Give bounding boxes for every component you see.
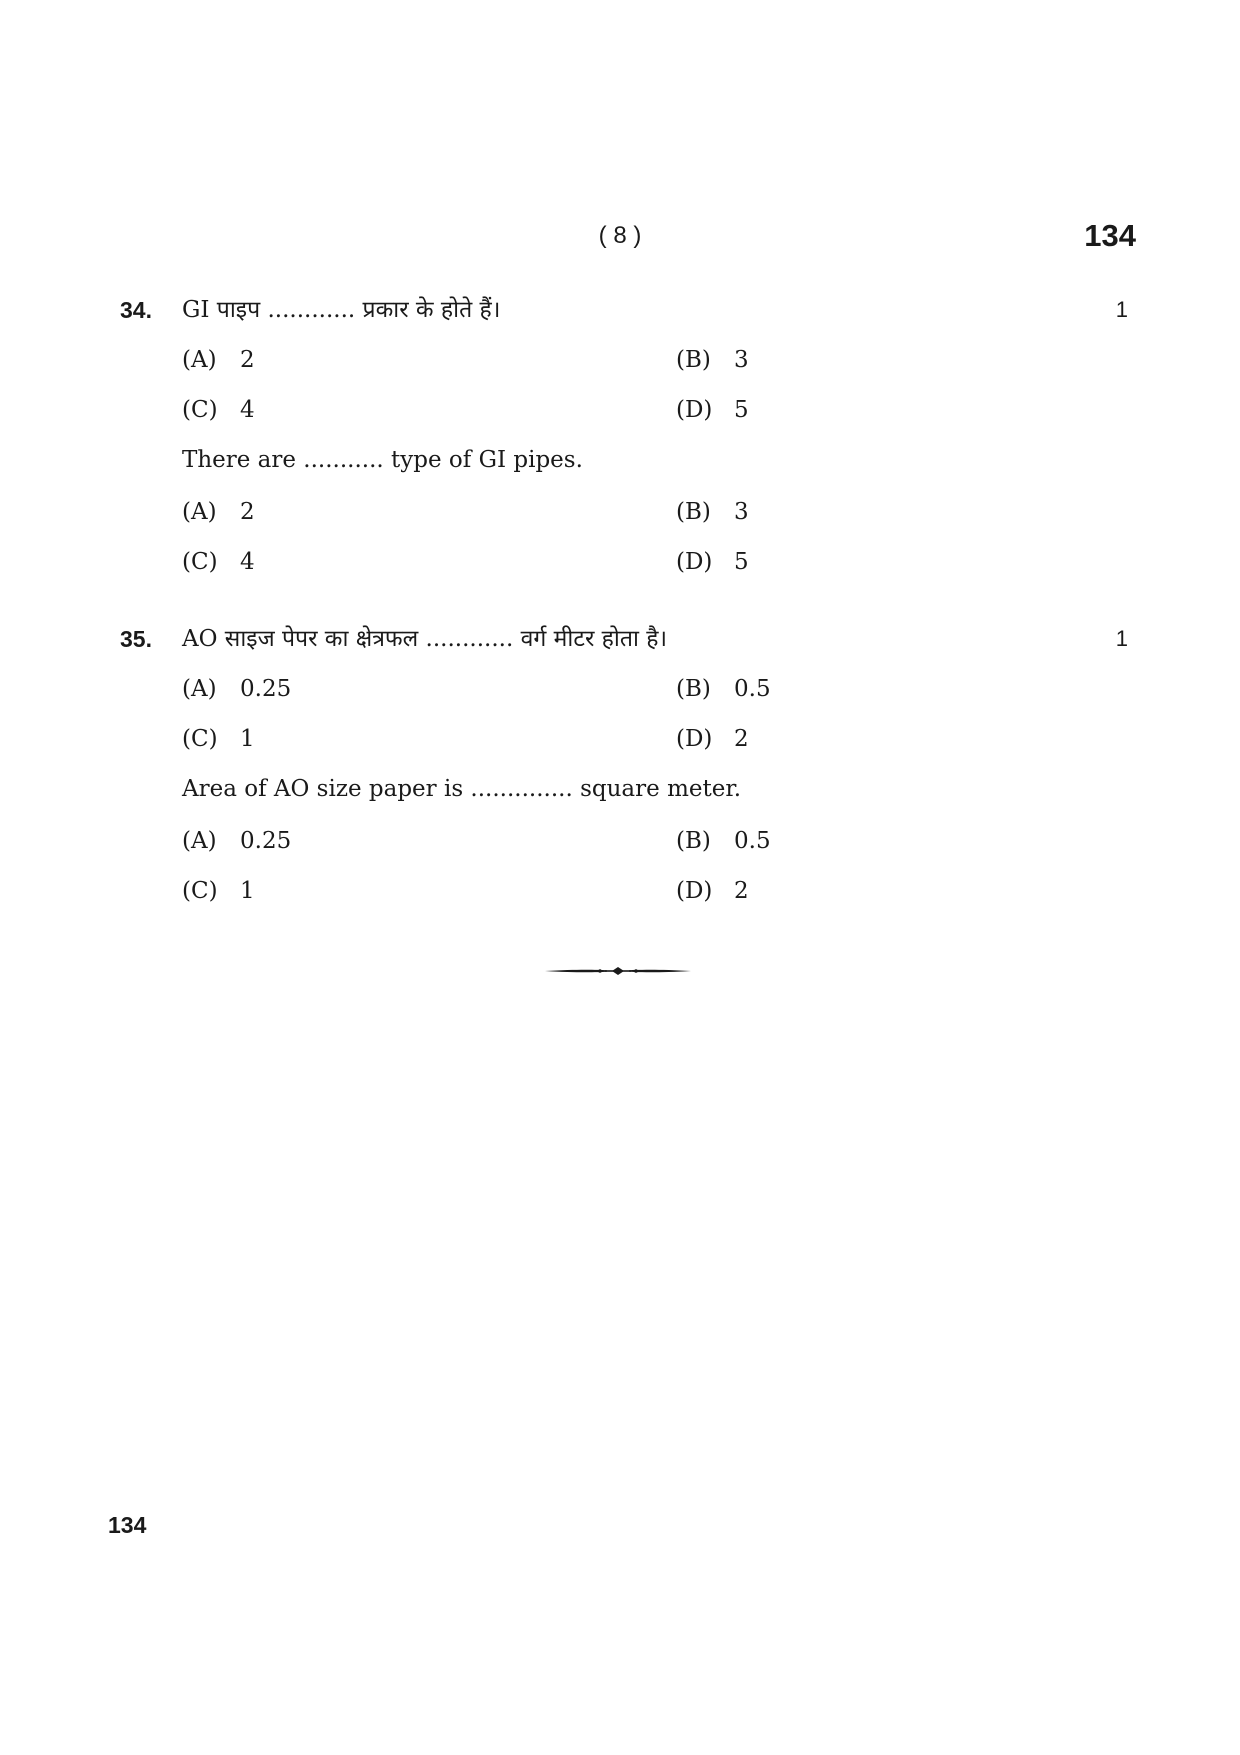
question-34 xyxy=(0,295,1240,597)
options-hindi xyxy=(0,345,1240,445)
option-c xyxy=(182,395,255,425)
option-label: (B) xyxy=(676,828,711,854)
option-c xyxy=(182,724,255,754)
option-label: (B) xyxy=(676,676,711,702)
option-b xyxy=(676,345,749,375)
option-value: 2 xyxy=(240,499,255,525)
option-value: 3 xyxy=(734,347,749,373)
end-ornament-icon xyxy=(545,964,691,978)
option-b xyxy=(676,497,749,527)
option-label: (A) xyxy=(182,676,217,702)
option-b xyxy=(676,674,771,704)
option-value: 0.25 xyxy=(240,828,292,854)
option-value: 4 xyxy=(240,397,255,423)
option-a xyxy=(182,674,291,704)
option-value: 1 xyxy=(240,726,255,752)
option-label: (C) xyxy=(182,397,218,423)
question-header xyxy=(0,624,1240,674)
option-label: (A) xyxy=(182,828,217,854)
page-number: ( 8 ) xyxy=(598,222,642,249)
question-text-english-row xyxy=(0,445,1240,497)
option-value: 5 xyxy=(734,397,749,423)
question-text-english-row xyxy=(0,774,1240,826)
option-label: (D) xyxy=(676,726,713,752)
option-label: (C) xyxy=(182,726,218,752)
options-english xyxy=(0,497,1240,597)
question-text-hindi: GI पाइप ............ प्रकार के होते हैं। xyxy=(182,297,501,323)
option-value: 2 xyxy=(734,726,749,752)
option-d xyxy=(676,547,749,577)
option-d xyxy=(676,724,749,754)
option-label: (B) xyxy=(676,347,711,373)
option-value: 3 xyxy=(734,499,749,525)
options-hindi xyxy=(0,674,1240,774)
option-value: 5 xyxy=(734,549,749,575)
option-label: (B) xyxy=(676,499,711,525)
paper-code-header: 134 xyxy=(1084,218,1136,253)
options-english xyxy=(0,826,1240,926)
option-c xyxy=(182,876,255,906)
option-label: (D) xyxy=(676,397,713,423)
question-text-english: There are ........... type of GI pipes. xyxy=(182,447,583,473)
option-label: (A) xyxy=(182,347,217,373)
option-value: 4 xyxy=(240,549,255,575)
option-d xyxy=(676,395,749,425)
option-a xyxy=(182,345,255,375)
option-value: 1 xyxy=(240,878,255,904)
option-d xyxy=(676,876,749,906)
option-label: (C) xyxy=(182,878,218,904)
question-number: 35. xyxy=(120,626,152,652)
option-b xyxy=(676,826,771,856)
option-label: (D) xyxy=(676,549,713,575)
question-number: 34. xyxy=(120,297,152,323)
question-text-english: Area of AO size paper is .............. square meter. xyxy=(182,776,742,802)
question-35 xyxy=(0,624,1240,926)
option-label: (D) xyxy=(676,878,713,904)
option-value: 0.5 xyxy=(734,828,771,854)
option-value: 2 xyxy=(240,347,255,373)
question-marks: 1 xyxy=(1115,626,1128,651)
option-label: (A) xyxy=(182,499,217,525)
option-a xyxy=(182,826,291,856)
option-value: 2 xyxy=(734,878,749,904)
option-label: (C) xyxy=(182,549,218,575)
option-value: 0.5 xyxy=(734,676,771,702)
option-a xyxy=(182,497,255,527)
paper-code-footer: 134 xyxy=(108,1512,147,1538)
question-text-hindi: AO साइज पेपर का क्षेत्रफल ............ वर्ग मीटर होता है। xyxy=(182,626,668,652)
option-c xyxy=(182,547,255,577)
option-value: 0.25 xyxy=(240,676,292,702)
question-header xyxy=(0,295,1240,345)
question-marks: 1 xyxy=(1115,297,1128,322)
